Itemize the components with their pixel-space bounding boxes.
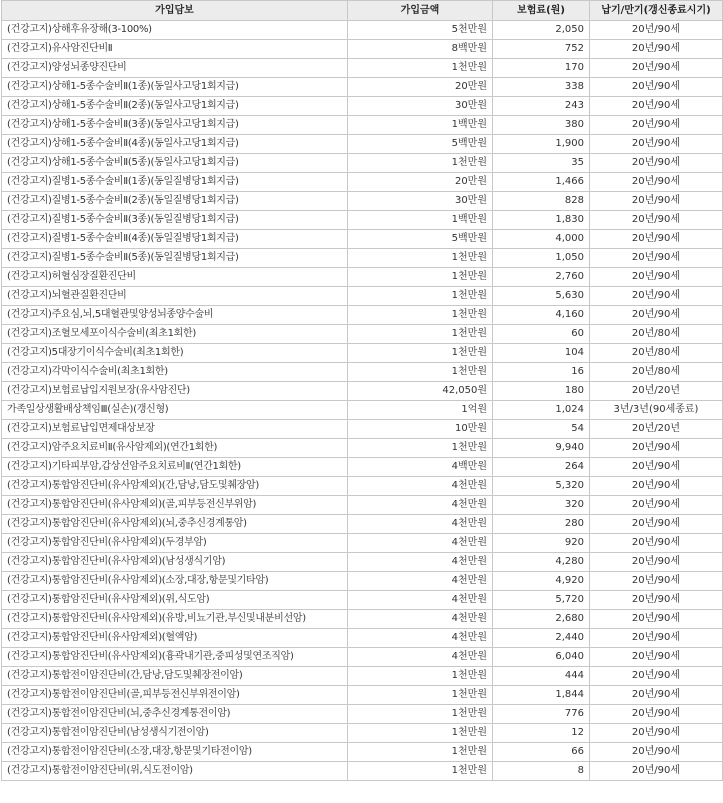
- table-row: [2, 648, 723, 667]
- amount-cell: 1억원: [348, 401, 493, 420]
- premium-cell: 1,900: [493, 135, 590, 154]
- amount-cell: 4천만원: [348, 534, 493, 553]
- coverage-name-cell: (건강고지)양성뇌종양진단비: [2, 59, 348, 78]
- period-cell: 20년/90세: [590, 97, 723, 116]
- amount-cell: 1천만원: [348, 762, 493, 781]
- period-cell: 20년/80세: [590, 344, 723, 363]
- period-cell: 20년/90세: [590, 230, 723, 249]
- coverage-name-cell: (건강고지)뇌혈관질환진단비: [2, 287, 348, 306]
- period-cell: 20년/90세: [590, 458, 723, 477]
- premium-cell: 380: [493, 116, 590, 135]
- table-row: [2, 420, 723, 439]
- table-row: [2, 230, 723, 249]
- table-row: [2, 173, 723, 192]
- premium-cell: 1,024: [493, 401, 590, 420]
- amount-cell: 20만원: [348, 173, 493, 192]
- period-cell: 20년/90세: [590, 553, 723, 572]
- amount-cell: 4천만원: [348, 496, 493, 515]
- header-period: 납기/만기(갱신종료시기): [590, 1, 723, 21]
- premium-cell: 4,160: [493, 306, 590, 325]
- table-row: [2, 591, 723, 610]
- premium-cell: 2,050: [493, 21, 590, 40]
- table-row: [2, 705, 723, 724]
- coverage-name-cell: (건강고지)허혈심장질환진단비: [2, 268, 348, 287]
- period-cell: 20년/80세: [590, 363, 723, 382]
- coverage-name-cell: (건강고지)통합전이암진단비(남성생식기전이암): [2, 724, 348, 743]
- period-cell: 20년/90세: [590, 534, 723, 553]
- period-cell: 20년/90세: [590, 724, 723, 743]
- table-row: [2, 363, 723, 382]
- table-row: [2, 553, 723, 572]
- period-cell: 20년/90세: [590, 40, 723, 59]
- table-row: [2, 743, 723, 762]
- amount-cell: 1천만원: [348, 439, 493, 458]
- coverage-name-cell: (건강고지)질병1-5종수술비Ⅱ(5종)(동일질병당1회지급): [2, 249, 348, 268]
- period-cell: 20년/90세: [590, 477, 723, 496]
- premium-cell: 776: [493, 705, 590, 724]
- coverage-name-cell: (건강고지)통합암진단비(유사암제외)(두경부암): [2, 534, 348, 553]
- premium-cell: 66: [493, 743, 590, 762]
- coverage-name-cell: (건강고지)통합암진단비(유사암제외)(흉곽내기관,중피성및연조직암): [2, 648, 348, 667]
- amount-cell: 42,050원: [348, 382, 493, 401]
- period-cell: 20년/90세: [590, 59, 723, 78]
- header-coverage: 가입담보: [2, 1, 348, 21]
- amount-cell: 5천만원: [348, 21, 493, 40]
- table-row: [2, 477, 723, 496]
- premium-cell: 2,760: [493, 268, 590, 287]
- amount-cell: 4천만원: [348, 629, 493, 648]
- coverage-name-cell: (건강고지)상해후유장해(3-100%): [2, 21, 348, 40]
- coverage-name-cell: (건강고지)주요심,뇌,5대혈관및양성뇌종양수술비: [2, 306, 348, 325]
- coverage-name-cell: (건강고지)통합암진단비(유사암제외)(골,피부등전신부위암): [2, 496, 348, 515]
- amount-cell: 4천만원: [348, 572, 493, 591]
- premium-cell: 104: [493, 344, 590, 363]
- period-cell: 20년/20년: [590, 382, 723, 401]
- coverage-name-cell: (건강고지)통합암진단비(유사암제외)(혈액암): [2, 629, 348, 648]
- premium-cell: 920: [493, 534, 590, 553]
- premium-cell: 54: [493, 420, 590, 439]
- period-cell: 20년/90세: [590, 705, 723, 724]
- premium-cell: 6,040: [493, 648, 590, 667]
- amount-cell: 1천만원: [348, 249, 493, 268]
- period-cell: 20년/90세: [590, 192, 723, 211]
- premium-cell: 170: [493, 59, 590, 78]
- coverage-name-cell: (건강고지)질병1-5종수술비Ⅱ(4종)(동일질병당1회지급): [2, 230, 348, 249]
- coverage-name-cell: (건강고지)암주요치료비Ⅱ(유사암제외)(연간1회한): [2, 439, 348, 458]
- table-row: [2, 496, 723, 515]
- amount-cell: 4천만원: [348, 648, 493, 667]
- table-row: [2, 21, 723, 40]
- amount-cell: 4백만원: [348, 458, 493, 477]
- table-row: [2, 268, 723, 287]
- table-row: [2, 572, 723, 591]
- amount-cell: 1백만원: [348, 116, 493, 135]
- premium-cell: 1,050: [493, 249, 590, 268]
- amount-cell: 5백만원: [348, 230, 493, 249]
- period-cell: 20년/90세: [590, 154, 723, 173]
- period-cell: 20년/90세: [590, 572, 723, 591]
- table-row: [2, 211, 723, 230]
- premium-cell: 5,320: [493, 477, 590, 496]
- coverage-name-cell: (건강고지)통합암진단비(유사암제외)(뇌,중추신경계통암): [2, 515, 348, 534]
- coverage-table: [1, 0, 723, 781]
- period-cell: 20년/90세: [590, 306, 723, 325]
- period-cell: 20년/90세: [590, 21, 723, 40]
- amount-cell: 1천만원: [348, 344, 493, 363]
- amount-cell: 1천만원: [348, 325, 493, 344]
- premium-cell: 5,630: [493, 287, 590, 306]
- table-row: [2, 762, 723, 781]
- premium-cell: 338: [493, 78, 590, 97]
- period-cell: 20년/90세: [590, 610, 723, 629]
- header-amount: 가입금액: [348, 1, 493, 21]
- table-row: [2, 724, 723, 743]
- coverage-name-cell: (건강고지)5대장기이식수술비(최초1회한): [2, 344, 348, 363]
- amount-cell: 4천만원: [348, 477, 493, 496]
- premium-cell: 828: [493, 192, 590, 211]
- period-cell: 20년/80세: [590, 325, 723, 344]
- premium-cell: 60: [493, 325, 590, 344]
- table-row: [2, 154, 723, 173]
- premium-cell: 5,720: [493, 591, 590, 610]
- table-row: [2, 325, 723, 344]
- coverage-name-cell: (건강고지)통합암진단비(유사암제외)(유방,비뇨기관,부신및내분비선암): [2, 610, 348, 629]
- amount-cell: 10만원: [348, 420, 493, 439]
- table-row: [2, 287, 723, 306]
- premium-cell: 752: [493, 40, 590, 59]
- premium-cell: 9,940: [493, 439, 590, 458]
- period-cell: 20년/90세: [590, 591, 723, 610]
- premium-cell: 280: [493, 515, 590, 534]
- table-row: [2, 401, 723, 420]
- coverage-name-cell: (건강고지)보험료납입면제대상보장: [2, 420, 348, 439]
- coverage-name-cell: (건강고지)통합전이암진단비(간,담낭,담도및췌장전이암): [2, 667, 348, 686]
- premium-cell: 8: [493, 762, 590, 781]
- period-cell: 20년/20년: [590, 420, 723, 439]
- coverage-name-cell: (건강고지)통합전이암진단비(소장,대장,항문및기타전이암): [2, 743, 348, 762]
- coverage-name-cell: (건강고지)상해1-5종수술비Ⅱ(3종)(동일사고당1회지급): [2, 116, 348, 135]
- premium-cell: 4,280: [493, 553, 590, 572]
- table-row: [2, 629, 723, 648]
- period-cell: 20년/90세: [590, 496, 723, 515]
- table-row: [2, 610, 723, 629]
- amount-cell: 1천만원: [348, 59, 493, 78]
- coverage-name-cell: (건강고지)상해1-5종수술비Ⅱ(5종)(동일사고당1회지급): [2, 154, 348, 173]
- amount-cell: 1천만원: [348, 686, 493, 705]
- amount-cell: 1천만원: [348, 667, 493, 686]
- period-cell: 20년/90세: [590, 686, 723, 705]
- period-cell: 20년/90세: [590, 648, 723, 667]
- premium-cell: 320: [493, 496, 590, 515]
- premium-cell: 12: [493, 724, 590, 743]
- coverage-name-cell: (건강고지)질병1-5종수술비Ⅱ(3종)(동일질병당1회지급): [2, 211, 348, 230]
- table-row: [2, 382, 723, 401]
- amount-cell: 1백만원: [348, 211, 493, 230]
- amount-cell: 1천만원: [348, 363, 493, 382]
- period-cell: 20년/90세: [590, 268, 723, 287]
- amount-cell: 30만원: [348, 192, 493, 211]
- premium-cell: 35: [493, 154, 590, 173]
- header-premium: 보험료(원): [493, 1, 590, 21]
- coverage-name-cell: (건강고지)질병1-5종수술비Ⅱ(2종)(동일질병당1회지급): [2, 192, 348, 211]
- period-cell: 20년/90세: [590, 743, 723, 762]
- coverage-name-cell: (건강고지)유사암진단비Ⅱ: [2, 40, 348, 59]
- coverage-name-cell: (건강고지)통합전이암진단비(위,식도전이암): [2, 762, 348, 781]
- coverage-name-cell: (건강고지)통합암진단비(유사암제외)(소장,대장,항문및기타암): [2, 572, 348, 591]
- period-cell: 20년/90세: [590, 135, 723, 154]
- period-cell: 20년/90세: [590, 515, 723, 534]
- coverage-name-cell: (건강고지)기타피부암,갑상선암주요치료비Ⅱ(연간1회한): [2, 458, 348, 477]
- premium-cell: 1,844: [493, 686, 590, 705]
- amount-cell: 1천만원: [348, 705, 493, 724]
- amount-cell: 5백만원: [348, 135, 493, 154]
- table-row: [2, 97, 723, 116]
- premium-cell: 4,000: [493, 230, 590, 249]
- table-row: [2, 534, 723, 553]
- coverage-name-cell: (건강고지)상해1-5종수술비Ⅱ(1종)(동일사고당1회지급): [2, 78, 348, 97]
- table-row: [2, 458, 723, 477]
- period-cell: 20년/90세: [590, 439, 723, 458]
- coverage-name-cell: (건강고지)질병1-5종수술비Ⅱ(1종)(동일질병당1회지급): [2, 173, 348, 192]
- premium-cell: 243: [493, 97, 590, 116]
- premium-cell: 2,680: [493, 610, 590, 629]
- premium-cell: 444: [493, 667, 590, 686]
- coverage-name-cell: (건강고지)각막이식수술비(최초1회한): [2, 363, 348, 382]
- table-header-row: [2, 1, 723, 21]
- period-cell: 20년/90세: [590, 249, 723, 268]
- table-row: [2, 667, 723, 686]
- period-cell: 20년/90세: [590, 667, 723, 686]
- period-cell: 20년/90세: [590, 173, 723, 192]
- amount-cell: 4천만원: [348, 591, 493, 610]
- coverage-name-cell: (건강고지)보험료납입지원보장(유사암진단): [2, 382, 348, 401]
- amount-cell: 1천만원: [348, 268, 493, 287]
- table-row: [2, 78, 723, 97]
- table-row: [2, 59, 723, 78]
- coverage-name-cell: (건강고지)통합암진단비(유사암제외)(위,식도암): [2, 591, 348, 610]
- table-row: [2, 515, 723, 534]
- premium-cell: 4,920: [493, 572, 590, 591]
- table-row: [2, 306, 723, 325]
- amount-cell: 1천만원: [348, 743, 493, 762]
- amount-cell: 1천만원: [348, 306, 493, 325]
- coverage-name-cell: (건강고지)상해1-5종수술비Ⅱ(4종)(동일사고당1회지급): [2, 135, 348, 154]
- coverage-name-cell: (건강고지)통합암진단비(유사암제외)(간,담낭,담도및췌장암): [2, 477, 348, 496]
- amount-cell: 1천만원: [348, 154, 493, 173]
- table-row: [2, 192, 723, 211]
- table-row: [2, 344, 723, 363]
- amount-cell: 4천만원: [348, 610, 493, 629]
- table-row: [2, 439, 723, 458]
- premium-cell: 1,466: [493, 173, 590, 192]
- premium-cell: 264: [493, 458, 590, 477]
- table-row: [2, 40, 723, 59]
- amount-cell: 4천만원: [348, 515, 493, 534]
- premium-cell: 1,830: [493, 211, 590, 230]
- period-cell: 20년/90세: [590, 78, 723, 97]
- period-cell: 3년/3년(90세종료): [590, 401, 723, 420]
- amount-cell: 1천만원: [348, 724, 493, 743]
- coverage-name-cell: (건강고지)통합전이암진단비(뇌,중추신경계통전이암): [2, 705, 348, 724]
- amount-cell: 1천만원: [348, 287, 493, 306]
- table-row: [2, 686, 723, 705]
- amount-cell: 4천만원: [348, 553, 493, 572]
- table-row: [2, 249, 723, 268]
- period-cell: 20년/90세: [590, 762, 723, 781]
- period-cell: 20년/90세: [590, 629, 723, 648]
- amount-cell: 8백만원: [348, 40, 493, 59]
- amount-cell: 20만원: [348, 78, 493, 97]
- coverage-name-cell: (건강고지)통합전이암진단비(골,피부등전신부위전이암): [2, 686, 348, 705]
- table-row: [2, 116, 723, 135]
- coverage-name-cell: (건강고지)통합암진단비(유사암제외)(남성생식기암): [2, 553, 348, 572]
- period-cell: 20년/90세: [590, 211, 723, 230]
- coverage-name-cell: (건강고지)상해1-5종수술비Ⅱ(2종)(동일사고당1회지급): [2, 97, 348, 116]
- premium-cell: 16: [493, 363, 590, 382]
- amount-cell: 30만원: [348, 97, 493, 116]
- period-cell: 20년/90세: [590, 116, 723, 135]
- table-row: [2, 135, 723, 154]
- period-cell: 20년/90세: [590, 287, 723, 306]
- premium-cell: 2,440: [493, 629, 590, 648]
- coverage-name-cell: (건강고지)조혈모세포이식수술비(최초1회한): [2, 325, 348, 344]
- table-body: [2, 21, 723, 781]
- coverage-name-cell: 가족일상생활배상책임Ⅲ(실손)(갱신형): [2, 401, 348, 420]
- premium-cell: 180: [493, 382, 590, 401]
